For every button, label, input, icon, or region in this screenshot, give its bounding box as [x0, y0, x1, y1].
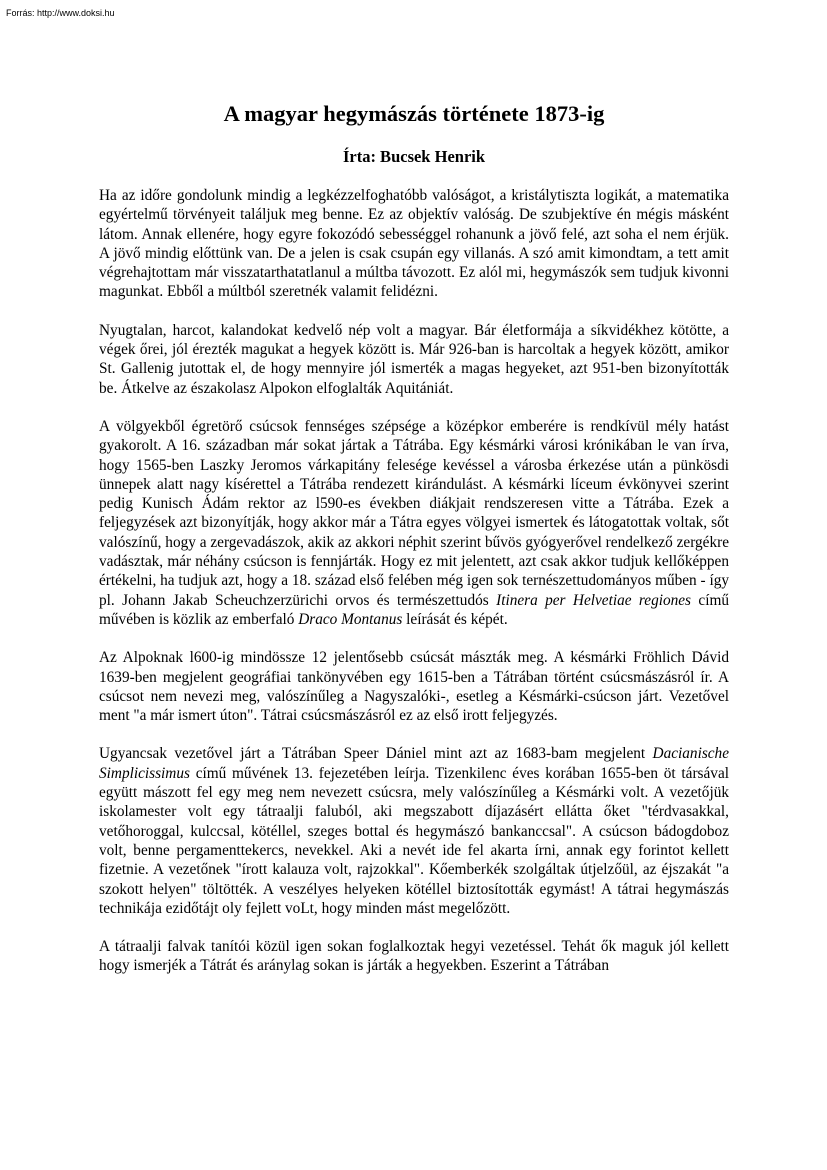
paragraph-3 — [99, 417, 729, 629]
paragraph-5 — [99, 744, 729, 918]
paragraph-5-text-b: című művének 13. fejezetében leírja. Tizenkilenc éves korában 1655-ben öt társával együtt mászott fel egy meg nem nevezett csúcsra, mely valószínűleg a Késmárki volt. A vezetőjük iskolamester volt egy tátraalji faluból, aki megszabott díjazásért ellátta őket "térdvasakkal, vetőhoroggal, kulccsal, kötéllel, szeges bottal és hegymászó bankanccsal". A csúcson bádogdoboz volt, benne pergamenttekercs, nevekkel. Aki a nevét ide fel akarta írni, annak egy forintot kellett fizetnie. A vezetőnek "írott kalauza volt, rajzokkal". Kőemberkék szolgáltak útjelzőül, az éjszakát "a szokott helyen" töltötték. A veszélyes helyeken kötéllel biztosították egymást! A tátrai hegymászás technikája ezidőtájt oly fejlett voLt, hogy minden mást megelőzött. — [99, 764, 729, 917]
document-title: A magyar hegymászás története 1873-ig — [223, 101, 605, 126]
paragraph-1: Ha az időre gondolunk mindig a legkézzelfoghatóbb valóságot, a kristálytiszta logikát, a matematika egyértelmű törvényeit találjuk meg benne. Ez az objektív valóság. De szubjektíve én mégis másként látom. Annak ellenére, hogy egyre fokozódó sebességgel rohanunk a jövő felé, azt soha el nem érjük. A jövő mindig előttünk van. De a jelen is csak csupán egy villanás. A szó amit kimondtam, a tett amit végrehajtottam már visszatarthatatlanul a múltba távozott. Ez alól mi, hegymászók sem tudjuk kivonni magunkat. Ebből a múltból szeretnék valamit felidézni. — [99, 187, 729, 301]
source-label: Forrás: http://www.doksi.hu — [6, 8, 115, 18]
document-page — [99, 100, 729, 976]
document-body — [99, 186, 729, 976]
book-title-itinera: Itinera per Helvetiae regiones — [496, 591, 692, 609]
paragraph-3-text-b: című művében is közlik az emberfaló — [99, 591, 729, 628]
creature-name-draco: Draco Montanus — [298, 610, 403, 628]
author-line: Írta: Bucsek Henrik — [342, 147, 486, 166]
paragraph-5-text-a: Ugyancsak vezetővel járt a Tátrában Speer Dániel mint azt az 1683-bam megjelent — [99, 745, 653, 763]
book-title-dacianische: Dacianische Simplicissimus — [99, 745, 729, 782]
paragraph-3-text-a: A völgyekből égretörő csúcsok fennséges szépsége a középkor emberére is rendkívül mély hatást gyakorolt. A 16. században már sokat jártak a Tátrába. Egy késmárki városi krónikában le van írva, hogy 1565-ben Laszky Jeromos várkapitány felesége kevéssel a városba érkezése után a pünkösdi ünnepek alatt nagy kísérettel a Tátrába rendezett kirándulást. A késmárki líceum évkönyvei szerint pedig Kunisch Ádám rektor az l590-es években diákjait rendszeresen vitte a Tátrába. Ezek a feljegyzések azt bizonyítják, hogy akkor már a Tátra egyes völgyei ismertek és látogatottak voltak, sőt valószínű, hogy a zergevadászok, akik az akkori néphit szerint bűvös gyógyerővel rendelkező zergékre vadásztak, már néhány csúcson is fennjárták. Hogy ez mit jelentett, azt csak akkor tudjuk kellőképpen értékelni, ha tudjuk azt, hogy a 18. század első felében még igen sok ternészettudományos műben - így pl. Johann Jakab Scheuchzerzürichi orvos és természettudós — [99, 417, 729, 609]
paragraph-4: Az Alpoknak l600-ig mindössze 12 jelentősebb csúcsát mászták meg. A késmárki Fröhlich Dávid 1639-ben megjelent geográfiai tankönyvében egy 1615-ben a Tátrában történt csúcsmászásról ír. A csúcsot nem nevezi meg, valószínűleg a Nagyszalóki-, esetleg a Késmárki-csúcson járt. Vezetővel ment "a már ismert úton". Tátrai csúcsmászásról ez az első irott feljegyzés. — [99, 649, 729, 725]
paragraph-6: A tátraalji falvak tanítói közül igen sokan foglalkoztak hegyi vezetéssel. Tehát ők maguk jól kellett hogy ismerjék a Tátrát és aránylag sokan is járták a hegyekben. Eszerint a Tátrában — [99, 938, 729, 975]
paragraph-2: Nyugtalan, harcot, kalandokat kedvelő nép volt a magyar. Bár életformája a síkvidékhez kötötte, a végek őrei, jól érezték magukat a hegyek között is. Már 926-ban is harcoltak a hegyek között, amikor St. Gallenig jutottak el, de hogy mennyire jól ismerték a magas hegyeket, azt 951-ben bizonyították be. Átkelve az északolasz Alpokon elfoglalták Aquitániát. — [99, 321, 729, 397]
paragraph-3-text-c: leírását és képét. — [402, 610, 508, 628]
